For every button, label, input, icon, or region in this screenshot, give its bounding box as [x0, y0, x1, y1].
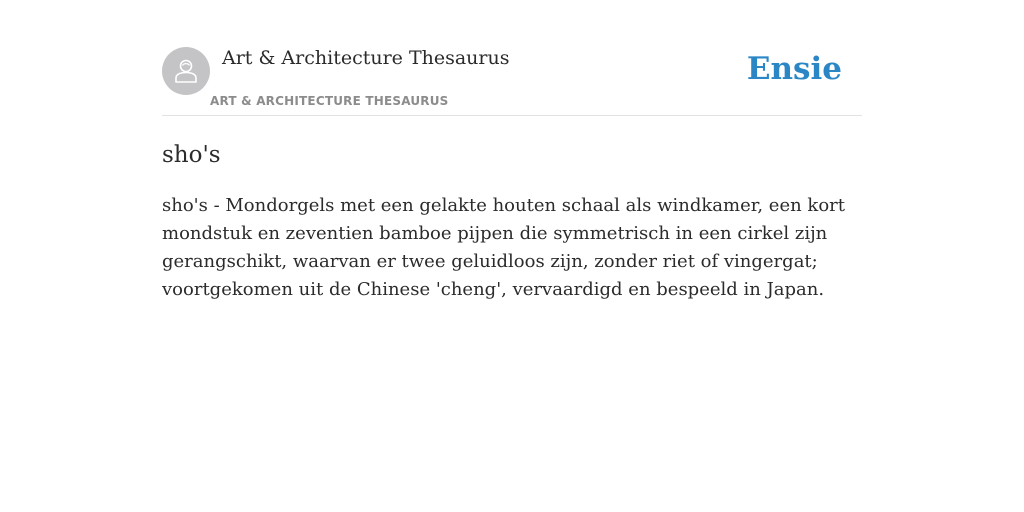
- page-container: [162, 0, 862, 300]
- avatar[interactable]: [162, 47, 210, 95]
- ensie-logo[interactable]: Ensie: [746, 51, 842, 87]
- entry-term: sho's: [162, 142, 221, 168]
- source-title-link[interactable]: Art & Architecture Thesaurus: [222, 47, 510, 69]
- user-icon: [172, 57, 200, 85]
- entry-definition: sho's - Mondorgels met een gelakte houten schaal als windkamer, een kort mondstuk en zeventien bamboe pijpen die symmetrisch in een cirkel zijn gerangschikt, waarvan er twee geluidloos zijn, zonder riet of vingergat; voortgekomen uit de Chinese 'cheng', vervaardigd en bespeeld in Japan.: [162, 195, 845, 300]
- source-subtitle: ART & ARCHITECTURE THESAURUS: [210, 94, 449, 108]
- header: [162, 0, 862, 116]
